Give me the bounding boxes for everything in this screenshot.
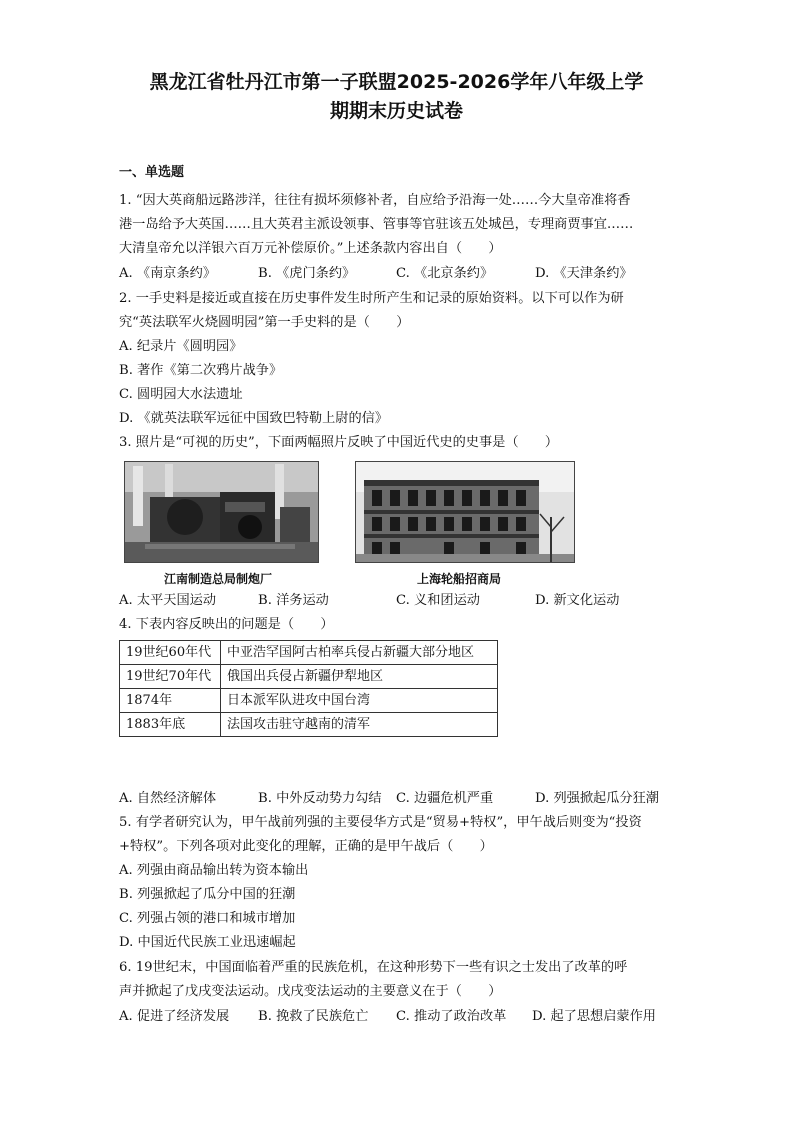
q4-option-b: B. 中外反动势力勾结 (258, 791, 382, 806)
q1-line: 1. “因大英商船远路涉洋，往往有损坏须修补者，自应给予沿海一处……今大皇帝准将香 (119, 193, 631, 208)
q4-line: 4. 下表内容反映出的问题是（ ） (119, 617, 334, 632)
q1-line: 港一岛给予大英国……且大英君主派设领事、管事等官驻该五处城邑，专理商贾事宜…… (119, 217, 634, 232)
q3-option-b: B. 洋务运动 (258, 593, 329, 608)
table-row (120, 665, 498, 689)
q5-line: +特权”。下列各项对此变化的理解，正确的是甲午战后（ ） (119, 839, 493, 854)
q5-option-c: C. 列强占领的港口和城市增加 (119, 911, 296, 926)
q3-line: 3. 照片是“可视的历史”，下面两幅照片反映了中国近代史的史事是（ ） (119, 435, 559, 450)
q6-line: 声并掀起了戊戌变法运动。戊戌变法运动的主要意义在于（ ） (119, 984, 502, 999)
table-row (120, 641, 498, 665)
q2-line: 究“英法联军火烧圆明园”第一手史料的是（ ） (119, 315, 410, 330)
q4-option-d: D. 列强掀起瓜分狂潮 (535, 791, 659, 806)
q6-option-d: D. 起了思想启蒙作用 (532, 1009, 656, 1024)
q3-option-d: D. 新文化运动 (535, 593, 620, 608)
section-heading: 一、单选题 (119, 165, 185, 180)
q2-option-a: A. 纪录片《圆明园》 (119, 339, 243, 354)
q5-option-d: D. 中国近代民族工业迅速崛起 (119, 935, 296, 950)
q4-option-a: A. 自然经济解体 (119, 791, 217, 806)
exam-title-line2: 期期末历史试卷 (329, 100, 463, 122)
photo-caption-right: 上海轮船招商局 (417, 572, 502, 586)
q3-option-a: A. 太平天国运动 (119, 593, 217, 608)
q5-option-a: A. 列强由商品输出转为资本输出 (119, 863, 309, 878)
q5-option-b: B. 列强掀起了瓜分中国的狂潮 (119, 887, 296, 902)
table-row (120, 689, 498, 713)
q2-option-c: C. 圆明园大水法遗址 (119, 387, 243, 402)
q2-option-b: B. 著作《第二次鸦片战争》 (119, 363, 283, 378)
table-cell-period: 19世纪60年代 (120, 641, 221, 665)
photo-jiangnan-arsenal (124, 461, 319, 563)
exam-title (100, 68, 693, 126)
table-cell-event: 中亚浩罕国阿古柏率兵侵占新疆大部分地区 (221, 641, 498, 665)
q5-line: 5. 有学者研究认为，甲午战前列强的主要侵华方式是“贸易+特权”，甲午战后则变为“投资 (119, 815, 642, 830)
building-image (356, 462, 574, 562)
q1-option-c: C. 《北京条约》 (396, 266, 494, 281)
q6-option-c: C. 推动了政治改革 (396, 1009, 507, 1024)
q6-option-b: B. 挽救了民族危亡 (258, 1009, 369, 1024)
q1-option-b: B. 《虎门条约》 (258, 266, 356, 281)
q6-line: 6. 19世纪末，中国面临着严重的民族危机，在这种形势下一些有识之士发出了改革的呼 (119, 960, 628, 975)
factory-image (125, 462, 318, 562)
history-table (119, 640, 498, 737)
exam-title-line1: 黑龙江省牡丹江市第一子联盟2025-2026学年八年级上学 (149, 71, 644, 93)
table-cell-period: 1874年 (120, 689, 221, 713)
q3-option-c: C. 义和团运动 (396, 593, 480, 608)
photo-shanghai-steamship (355, 461, 575, 563)
table-row (120, 713, 498, 737)
q2-option-d: D. 《就英法联军远征中国致巴特勒上尉的信》 (119, 411, 389, 426)
q6-option-a: A. 促进了经济发展 (119, 1009, 230, 1024)
q1-option-a: A. 《南京条约》 (119, 266, 217, 281)
table-cell-event: 法国攻击驻守越南的清军 (221, 713, 498, 737)
table-cell-event: 俄国出兵侵占新疆伊犁地区 (221, 665, 498, 689)
q1-line: 大清皇帝允以洋银六百万元补偿原价。”上述条款内容出自（ ） (119, 241, 502, 256)
table-cell-period: 19世纪70年代 (120, 665, 221, 689)
table-cell-period: 1883年底 (120, 713, 221, 737)
q4-option-c: C. 边疆危机严重 (396, 791, 494, 806)
photo-caption-left: 江南制造总局制炮厂 (164, 572, 273, 586)
table-cell-event: 日本派军队进攻中国台湾 (221, 689, 498, 713)
q2-line: 2. 一手史料是接近或直接在历史事件发生时所产生和记录的原始资料。以下可以作为研 (119, 291, 624, 306)
q1-option-d: D. 《天津条约》 (535, 266, 633, 281)
